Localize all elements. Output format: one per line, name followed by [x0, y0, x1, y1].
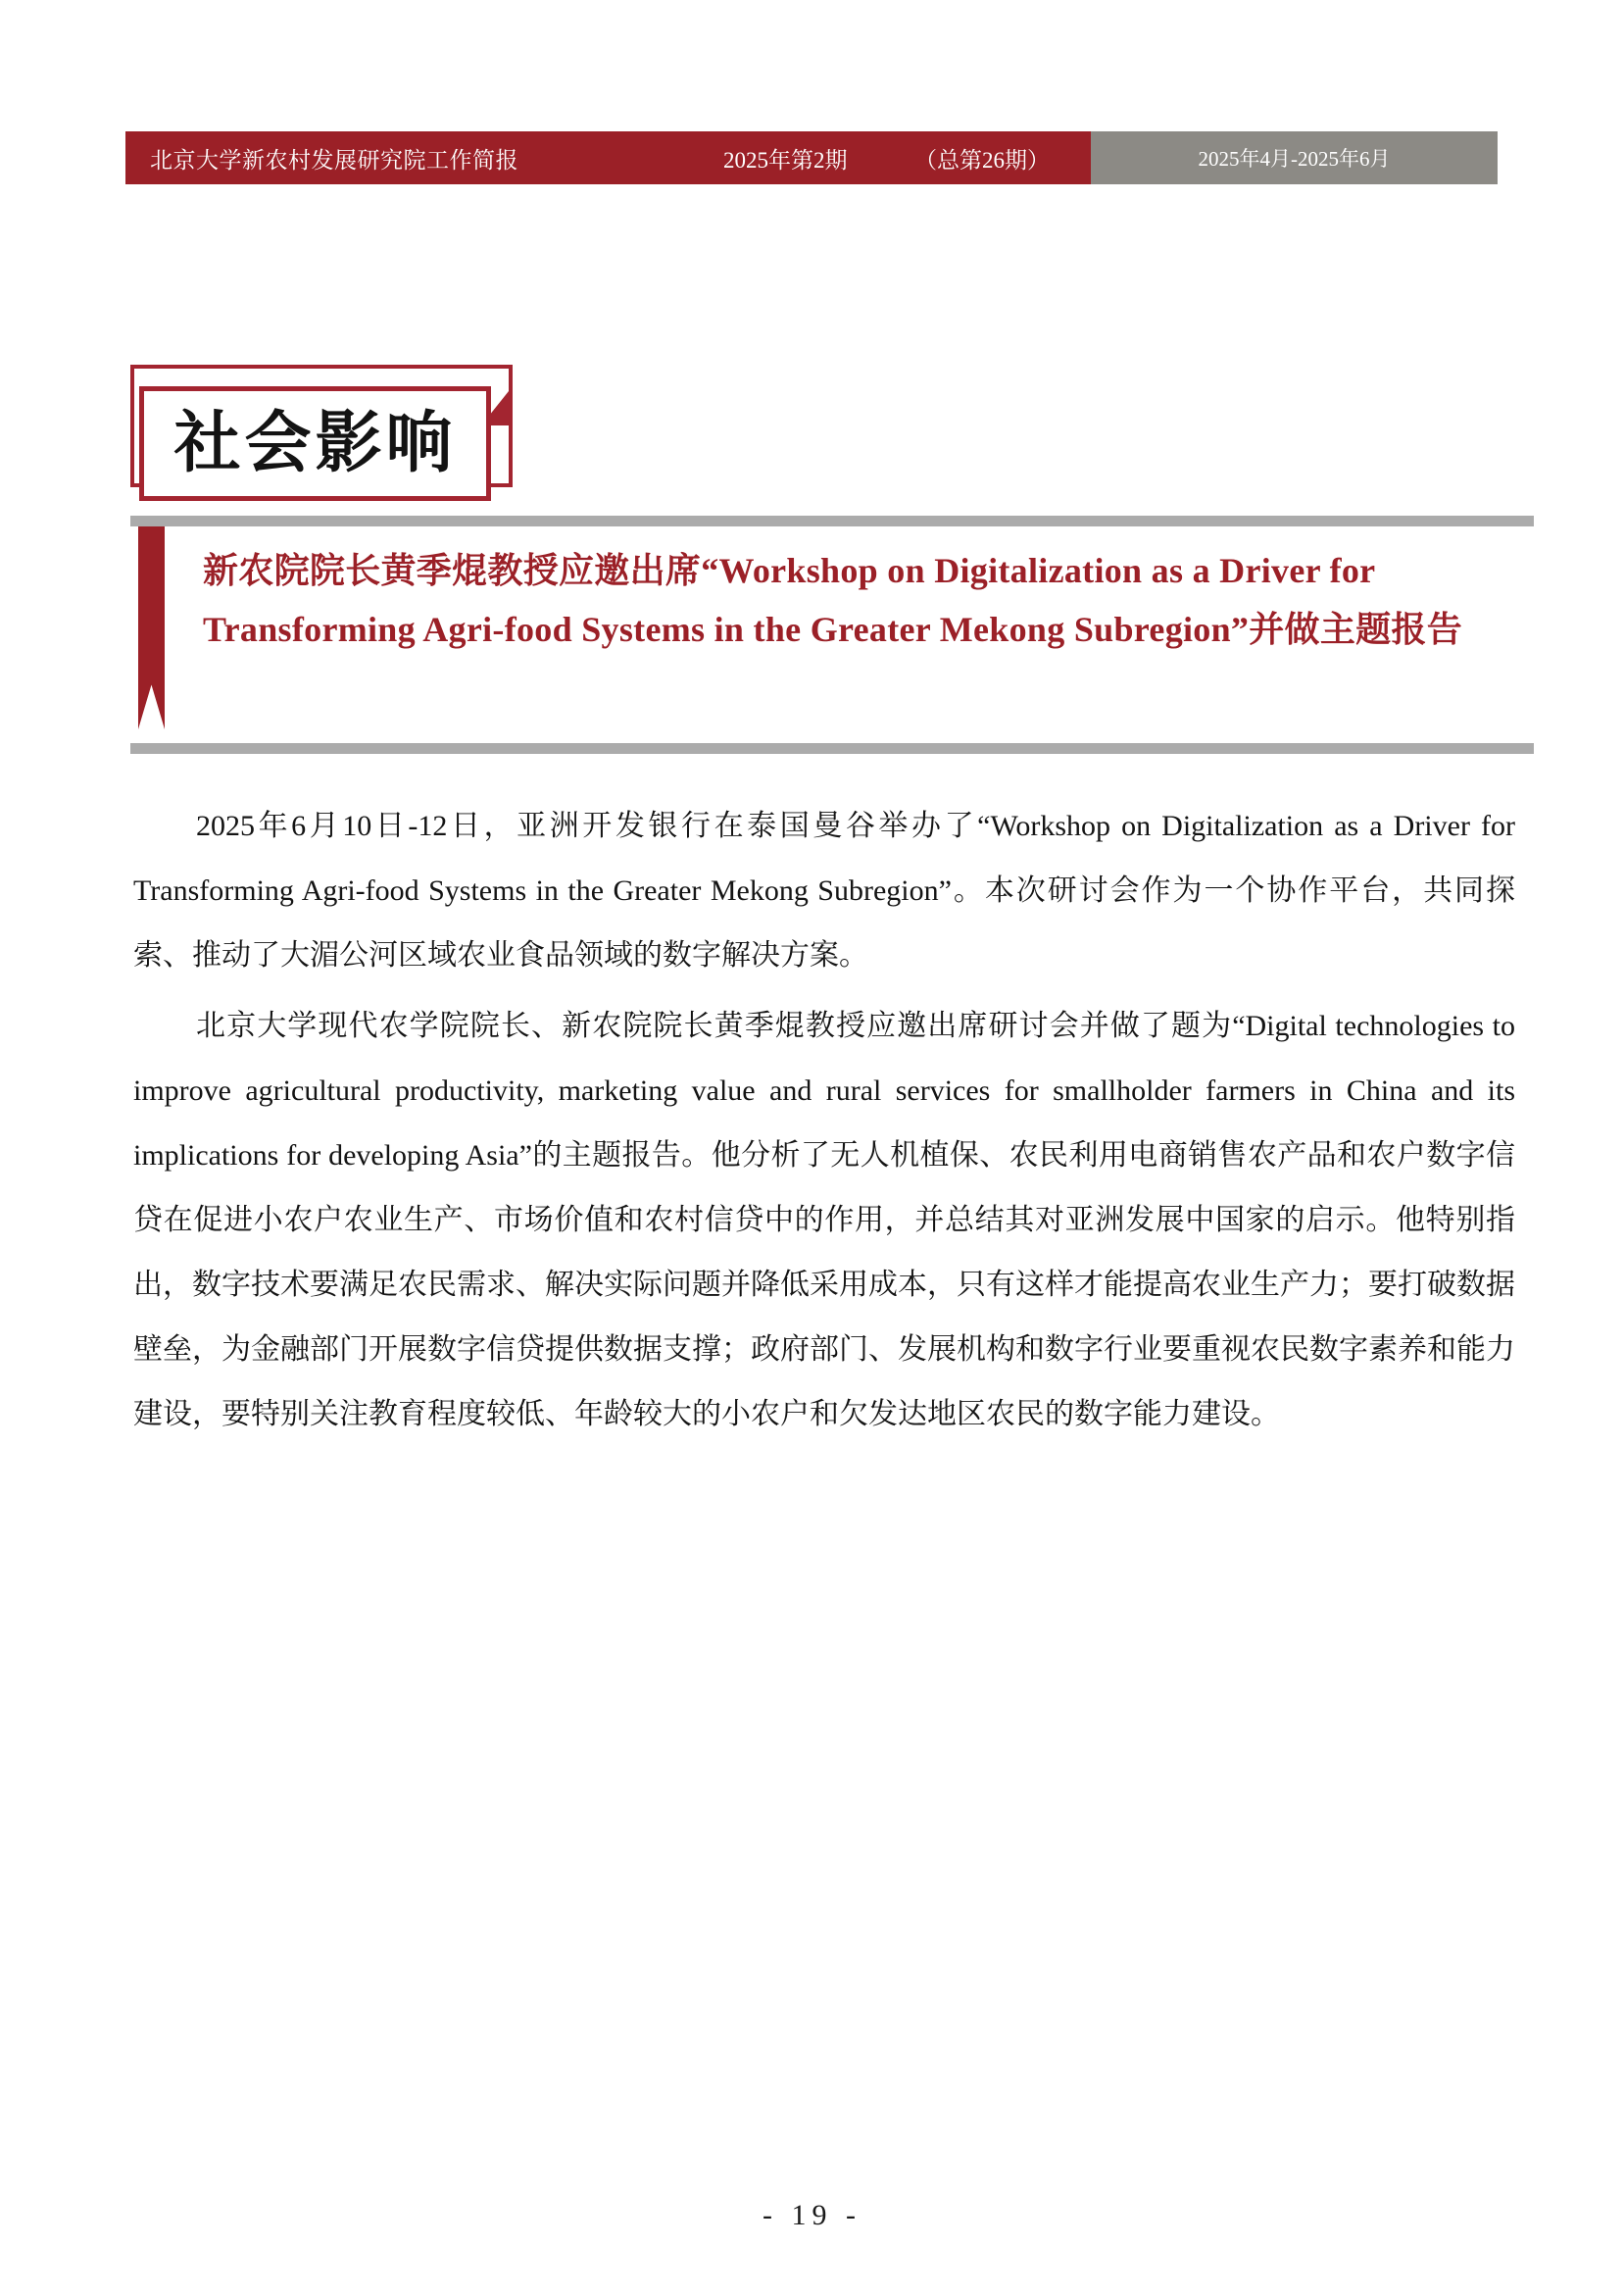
title-rule-top — [130, 516, 1534, 526]
publication-title: 北京大学新农村发展研究院工作简报 — [150, 147, 518, 173]
paragraph: 北京大学现代农学院院长、新农院院长黄季焜教授应邀出席研讨会并做了题为“Digital technologies to improve agricultural productivity, marketing value and rural services for smallholder farmers in China and its implications for developing Asia”的主题报告。他分析了无人机植保、农民利用电商销售农产品和农户数字信贷在促进小农户农业生产、市场价值和农村信贷中的作用，并总结其对亚洲发展中国家的启示。他特别指出，数字技术要满足农民需求、解决实际问题并降低采用成本，只有这样才能提高农业生产力；要打破数据壁垒，为金融部门开展数字信贷提供数据支撑；政府部门、发展机构和数字行业要重视农民数字素养和能力建设，要特别关注教育程度较低、年龄较大的小农户和欠发达地区农民的数字能力建设。 — [133, 1010, 1515, 1430]
title-ribbon-marker-icon — [138, 526, 165, 729]
section-title: 社会影响 — [173, 404, 457, 482]
header-period-range: 2025年4月-2025年6月 — [1198, 147, 1391, 171]
header-issue-total: （总第26期） — [914, 147, 1050, 173]
header-issue-number: 2025年第2期 — [723, 147, 848, 173]
paragraph: 2025年6月10日-12日，亚洲开发银行在泰国曼谷举办了“Workshop on Digitalization as a Driver for Transforming Agri-food Systems in the Greater Mekong Subregion”。本次研讨会作为一个协作平台，共同探索、推动了大湄公河区域农业食品领域的数字解决方案。 — [133, 810, 1515, 972]
article-body — [133, 794, 1515, 1453]
header-gray-band — [1091, 131, 1498, 184]
section-badge — [130, 365, 513, 487]
page-number: - 19 - — [763, 2199, 861, 2231]
badge-inner-frame — [139, 386, 491, 501]
page-header — [125, 131, 1498, 184]
title-rule-bottom — [130, 743, 1534, 754]
header-red-band — [125, 131, 1091, 184]
article-title: 新农院院长黄季焜教授应邀出席“Workshop on Digitalization as a Driver for Transforming Agri-food Systems in the Greater Mekong Subregion”并做主题报告 — [203, 551, 1463, 649]
